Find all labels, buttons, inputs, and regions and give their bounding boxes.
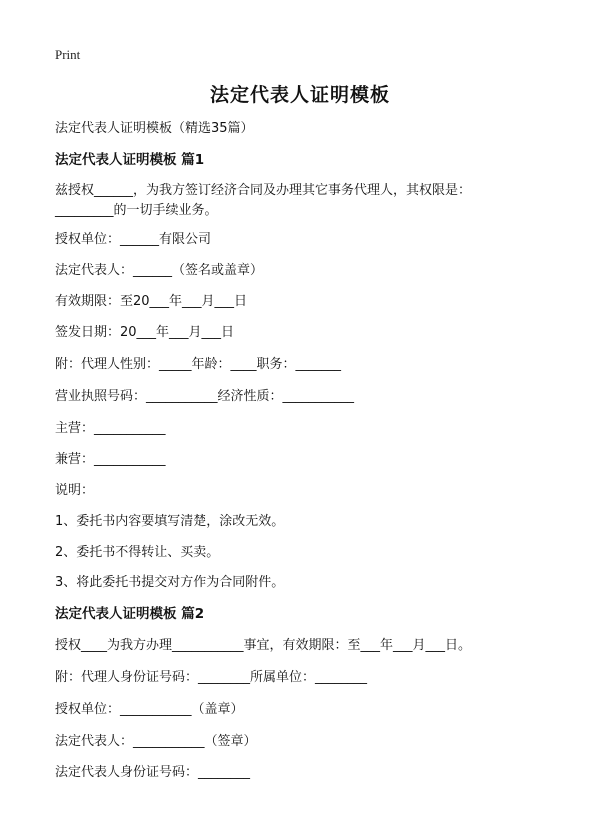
- page-title: 法定代表人证明模板: [209, 84, 390, 106]
- validity-period: 有效期限：至20___年___月___日: [55, 294, 248, 309]
- side-business: 兼营：___________: [55, 452, 166, 467]
- authorizing-unit: 授权单位：______有限公司: [55, 232, 212, 247]
- main-business: 主营：___________: [55, 421, 166, 436]
- note-item-1: 1、委托书内容要填写清楚，涂改无效。: [55, 514, 285, 529]
- document-subtitle: 法定代表人证明模板（精选35篇）: [55, 121, 254, 136]
- legal-representative: 法定代表人：______（签名或盖章）: [55, 263, 264, 278]
- section-heading-1: 法定代表人证明模板 篇1: [55, 152, 205, 168]
- legal-representative-id: 法定代表人身份证号码：________: [55, 765, 251, 780]
- note-item-2: 2、委托书不得转让、买卖。: [55, 545, 220, 560]
- business-license: 营业执照号码：___________经济性质：___________: [55, 389, 355, 404]
- section-heading-2: 法定代表人证明模板 篇2: [55, 606, 205, 622]
- notes-heading: 说明：: [55, 483, 95, 498]
- authorization-text: 兹授权______，为我方签订经济合同及办理其它事务代理人，其权限是：: [55, 183, 472, 198]
- agent-id-info: 附：代理人身份证号码：________所属单位：________: [55, 670, 368, 685]
- authorizing-unit-2: 授权单位：___________（盖章）: [55, 702, 244, 717]
- agent-info: 附：代理人性别：_____年龄：____职务：_______: [55, 357, 342, 372]
- note-item-3: 3、将此委托书提交对方作为合同附件。: [55, 575, 285, 590]
- print-link[interactable]: Print: [55, 47, 81, 62]
- issue-date: 签发日期：20___年___月___日: [55, 325, 235, 340]
- legal-representative-2: 法定代表人：___________（签章）: [55, 734, 257, 749]
- authorization-text-cont: _________的一切手续业务。: [55, 203, 218, 218]
- authorization-text-2: 授权____为我方办理___________事宜，有效期限：至___年___月___日。: [55, 638, 472, 653]
